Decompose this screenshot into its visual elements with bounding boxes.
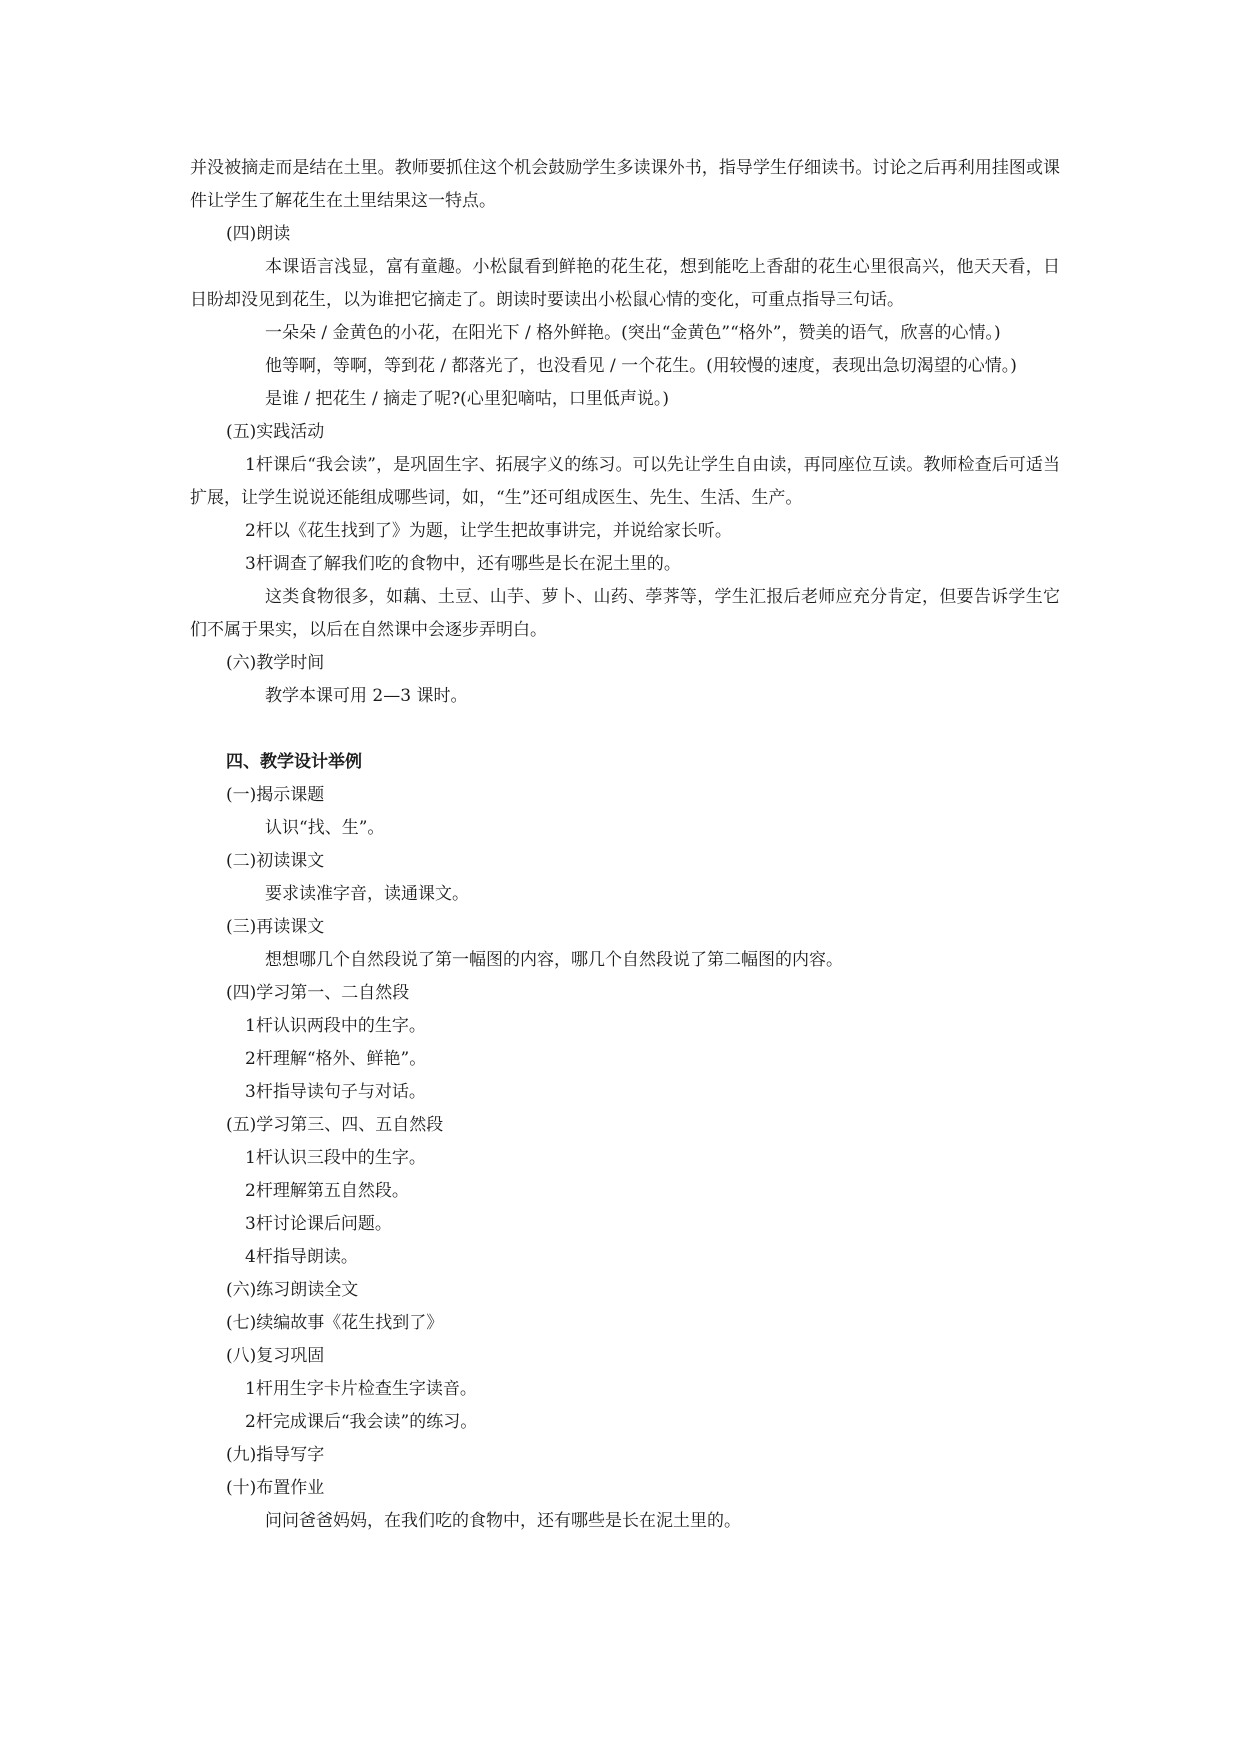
step-8-item: 1杆用生字卡片检查生字读音。 bbox=[245, 1379, 477, 1399]
step-heading-5: (五)学习第三、四、五自然段 bbox=[226, 1115, 444, 1135]
step-5-item: 1杆认识三段中的生字。 bbox=[245, 1148, 426, 1168]
design-example-title: 四、教学设计举例 bbox=[226, 752, 362, 772]
section-heading-time: (六)教学时间 bbox=[226, 653, 325, 673]
step-5-item: 3杆讨论课后问题。 bbox=[245, 1214, 392, 1234]
step-heading-1: (一)揭示课题 bbox=[226, 785, 325, 805]
step-heading-6: (六)练习朗读全文 bbox=[226, 1280, 359, 1300]
step-5-item: 4杆指导朗读。 bbox=[245, 1247, 358, 1267]
step-heading-9: (九)指导写字 bbox=[226, 1445, 325, 1465]
step-heading-8: (八)复习巩固 bbox=[226, 1346, 325, 1366]
step-heading-7: (七)续编故事《花生找到了》 bbox=[226, 1313, 444, 1333]
section-heading-reading: (四)朗读 bbox=[226, 224, 291, 244]
step-4-item: 3杆指导读句子与对话。 bbox=[245, 1082, 426, 1102]
step-4-item: 1杆认识两段中的生字。 bbox=[245, 1016, 426, 1036]
step-4-item: 2杆理解“格外、鲜艳”。 bbox=[245, 1049, 427, 1069]
step-heading-10: (十)布置作业 bbox=[226, 1478, 325, 1498]
step-text-10: 问问爸爸妈妈，在我们吃的食物中，还有哪些是长在泥土里的。 bbox=[265, 1511, 741, 1531]
section-heading-practice: (五)实践活动 bbox=[226, 422, 325, 442]
intro-continuation: 并没被摘走而是结在土里。教师要抓住这个机会鼓励学生多读课外书，指导学生仔细读书。讨论之后再利用挂图或课件让学生了解花生在土里结果这一特点。 bbox=[190, 158, 1060, 211]
practice-paragraph: 这类食物很多，如藕、土豆、山芋、萝卜、山药、荸荠等，学生汇报后老师应充分肯定，但要告诉学生它们不属于果实，以后在自然课中会逐步弄明白。 bbox=[190, 587, 1060, 640]
step-heading-3: (三)再读课文 bbox=[226, 917, 325, 937]
document-body bbox=[190, 152, 1060, 1538]
step-text-3: 想想哪几个自然段说了第一幅图的内容，哪几个自然段说了第二幅图的内容。 bbox=[265, 950, 843, 970]
practice-item-1: 1杆课后“我会读”，是巩固生字、拓展字义的练习。可以先让学生自由读，再同座位互读。教师检查后可适当扩展，让学生说说还能组成哪些词，如，“生”还可组成医生、先生、生活、生产。 bbox=[190, 455, 1060, 508]
step-heading-4: (四)学习第一、二自然段 bbox=[226, 983, 410, 1003]
step-text-2: 要求读准字音，读通课文。 bbox=[265, 884, 469, 904]
reading-sentence-1: 一朵朵 / 金黄色的小花，在阳光下 / 格外鲜艳。(突出“金黄色”“格外”，赞美的语气，欣喜的心情。) bbox=[265, 323, 1001, 343]
time-paragraph: 教学本课可用 2—3 课时。 bbox=[265, 686, 468, 706]
practice-item-3: 3杆调查了解我们吃的食物中，还有哪些是长在泥土里的。 bbox=[245, 554, 681, 574]
reading-paragraph: 本课语言浅显，富有童趣。小松鼠看到鲜艳的花生花，想到能吃上香甜的花生心里很高兴，他天天看，日日盼却没见到花生，以为谁把它摘走了。朗读时要读出小松鼠心情的变化，可重点指导三句话。 bbox=[190, 257, 1060, 310]
step-text-1: 认识“找、生”。 bbox=[265, 818, 385, 838]
reading-sentence-2: 他等啊，等啊，等到花 / 都落光了，也没看见 / 一个花生。(用较慢的速度，表现出急切渴望的心情。) bbox=[265, 356, 1017, 376]
reading-sentence-3: 是谁 / 把花生 / 摘走了呢?(心里犯嘀咕，口里低声说。) bbox=[265, 389, 669, 409]
step-5-item: 2杆理解第五自然段。 bbox=[245, 1181, 409, 1201]
step-8-item: 2杆完成课后“我会读”的练习。 bbox=[245, 1412, 478, 1432]
practice-item-2: 2杆以《花生找到了》为题，让学生把故事讲完，并说给家长听。 bbox=[245, 521, 732, 541]
step-heading-2: (二)初读课文 bbox=[226, 851, 325, 871]
